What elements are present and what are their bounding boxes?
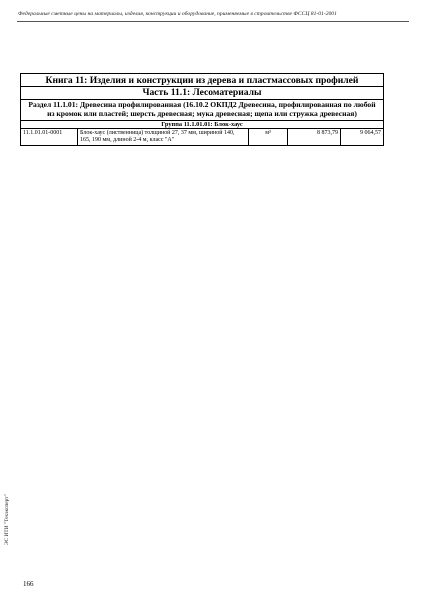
section-title: Раздел 11.1.01: Древесина профилированная (16.10.2 ОКПД2 Древесина, профилированная по любой из кромок или пластей; шерсть древесная; мука древесная; щепа или стружка древесная) (21, 100, 383, 121)
running-header: Федеральные сметные цены на материалы, изделия, конструкции и оборудование, применяемые в строительстве ФССЦ 81-01-2001 (18, 11, 337, 17)
item-price-2: 9 064,57 (360, 130, 381, 137)
page-number: 166 (23, 580, 34, 588)
items-container (21, 129, 383, 145)
book-title: Книга 11: Изделия и конструкции из дерева и пластмассовых профилей (21, 74, 383, 87)
side-publisher-text: ЭС ИТИ "Техэксперт" (4, 494, 10, 545)
item-unit: м³ (249, 129, 288, 145)
header-rule (17, 21, 409, 22)
part-title: Часть 11.1: Лесоматериалы (21, 87, 383, 100)
item-price-1: 8 873,79 (288, 129, 341, 145)
item-code: 11.1.01.01-0001 (21, 129, 78, 145)
item-name: Блок-хаус (лиственница) толщиной 27, 37 мм, шириной 140, 165, 190 мм, длиной 2-4 м, класс "А" (78, 129, 249, 145)
price-table (20, 73, 384, 146)
table-row (21, 129, 383, 145)
group-title: Группа 11.1.01.01: Блок-хаус (21, 121, 383, 130)
items-table (21, 129, 383, 145)
